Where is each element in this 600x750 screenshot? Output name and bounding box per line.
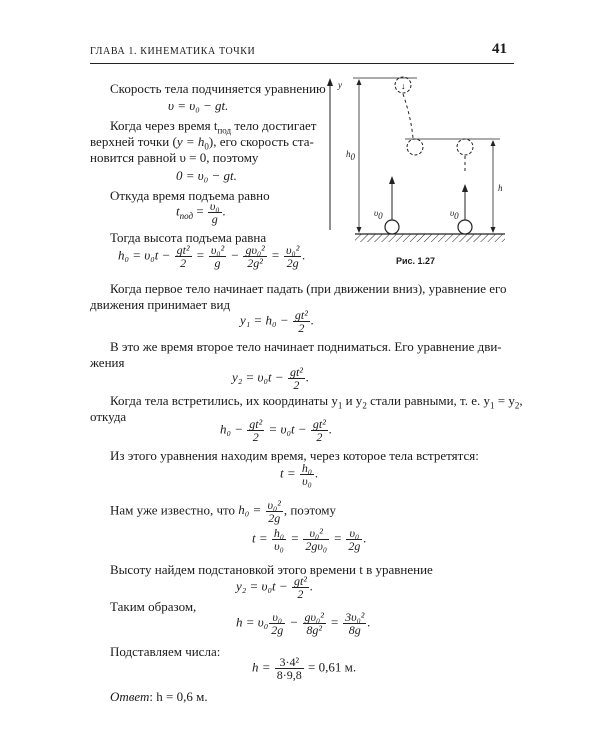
eq-y1: y₁ = h₀ − $\frac{\text{gt²}}{2}$ . xyxy=(240,308,315,335)
eq-max-height: h₀ = υ₀t − $\frac{\text{gt²}}{2}$ = $\frac{\text{υ₀²}}{g}$ − $\frac{\text{gυ₀²}}{\text{2g²}}$ = $\frac{\text{υ₀²}}{2g}$ . xyxy=(118,243,306,270)
eq-numeric: h = $\frac{\text{3·4²}}{8\cdot 9,8}$ = 0,61 м. xyxy=(252,655,357,682)
label-v0-right: $\upsilon_0$ xyxy=(450,208,459,221)
ground-hatch xyxy=(355,234,505,242)
answer: Ответ: h = 0,6 м. xyxy=(110,689,208,704)
label-v0-left: $\upsilon_0$ xyxy=(374,208,383,221)
eq-y2-repeat: y₂ = υ₀t − $\frac{\text{gt²}}{2}$ . xyxy=(236,574,314,601)
eq-meet-time: t = $\frac{\text{h₀}}{\text{υ₀}}$ . xyxy=(280,461,319,488)
axis-label-y: y xyxy=(338,80,342,90)
running-header: ГЛАВА 1. КИНЕМАТИКА ТОЧКИ xyxy=(90,46,256,57)
label-h0: $h_0$ xyxy=(346,149,355,162)
svg-text:↓: ↓ xyxy=(401,81,406,91)
figure-1-27 xyxy=(325,72,520,272)
paragraph-7-line-2: откуда xyxy=(90,409,127,424)
ball-meet-left-dashed xyxy=(407,139,423,155)
eq-rise-time: $t_{под}$ = $\frac{\text{υ₀}}{g}$ . xyxy=(176,199,226,226)
eq-height-result: h = υ₀ $\frac{\text{υ₀}}{2g}$ − $\frac{\text{gυ₀²}}{\text{8g²}}$ = $\frac{\text{3υ₀²}}{8g}$ . xyxy=(236,610,371,637)
paragraph-8: Из этого уравнения находим время, через которое тела встретятся: xyxy=(110,448,479,463)
paragraph-5-line-2: движения принимает вид xyxy=(90,297,231,312)
paragraph-1: Скорость тела подчиняется уравнению xyxy=(110,81,326,96)
paragraph-2-line-2: верхней точки $(y = h_0)$, его скорость ста- xyxy=(90,134,314,152)
label-h: h xyxy=(498,183,503,193)
paragraph-6-line-1: В это же время второе тело начинает подниматься. Его уравнение дви- xyxy=(110,339,502,354)
eq-velocity: υ = υ₀ − gt. xyxy=(168,98,229,113)
paragraph-3: Откуда время подъема равно xyxy=(110,188,270,203)
eq-time-substituted: t = $\frac{\text{h₀}}{\text{υ₀}}$ = $\frac{\text{υ₀²}}{\text{2gυ₀}}$ = $\frac{\text{υ₀}}{2g}$ . xyxy=(252,526,367,553)
paragraph-4: Тогда высота подъема равна xyxy=(110,230,267,245)
ball-meet-right-dashed xyxy=(457,139,473,155)
ball-left xyxy=(385,220,399,234)
paragraph-6-line-2: жения xyxy=(90,355,125,370)
paragraph-2-line-1: Когда через время $t_{под}$ тело достигает xyxy=(110,118,317,136)
header-rule xyxy=(90,63,514,64)
paragraph-10: Высоту найдем подстановкой этого времени t в уравнение xyxy=(110,562,433,577)
paragraph-7-line-1: Когда тела встретились, их координаты $y_1$ и $y_2$ стали равными, т. е. $y_1 = y_2$, xyxy=(110,393,523,411)
paragraph-11: Таким образом, xyxy=(110,599,197,614)
paragraph-9: Нам уже известно, что h₀ = $\frac{\text{υ₀²}}{2g}$ , поэтому xyxy=(110,498,337,525)
paragraph-5-line-1: Когда первое тело начинает падать (при движении вниз), уравнение его xyxy=(110,281,507,296)
y-axis-arrow-icon xyxy=(327,78,333,86)
eq-y2: y₂ = υ₀t − $\frac{\text{gt²}}{2}$ . xyxy=(232,365,310,392)
figure-caption: Рис. 1.27 xyxy=(396,256,436,266)
paragraph-2-line-3: новится равной υ = 0, поэтому xyxy=(90,150,259,165)
eq-h0-known: h₀ = $\frac{\text{υ₀²}}{2g}$ xyxy=(238,498,281,525)
fall-path-dashed xyxy=(403,94,413,138)
velocity-left-arrow-icon xyxy=(389,176,395,184)
ball-right xyxy=(458,220,472,234)
eq-meeting: h₀ − $\frac{\text{gt²}}{2}$ = υ₀t − $\frac{\text{gt²}}{2}$ . xyxy=(220,417,333,444)
page-number: 41 xyxy=(492,41,507,57)
velocity-right-arrow-icon xyxy=(462,184,468,192)
eq-zero-velocity: 0 = υ₀ − gt. xyxy=(176,168,237,183)
paragraph-12: Подставляем числа: xyxy=(110,644,221,659)
